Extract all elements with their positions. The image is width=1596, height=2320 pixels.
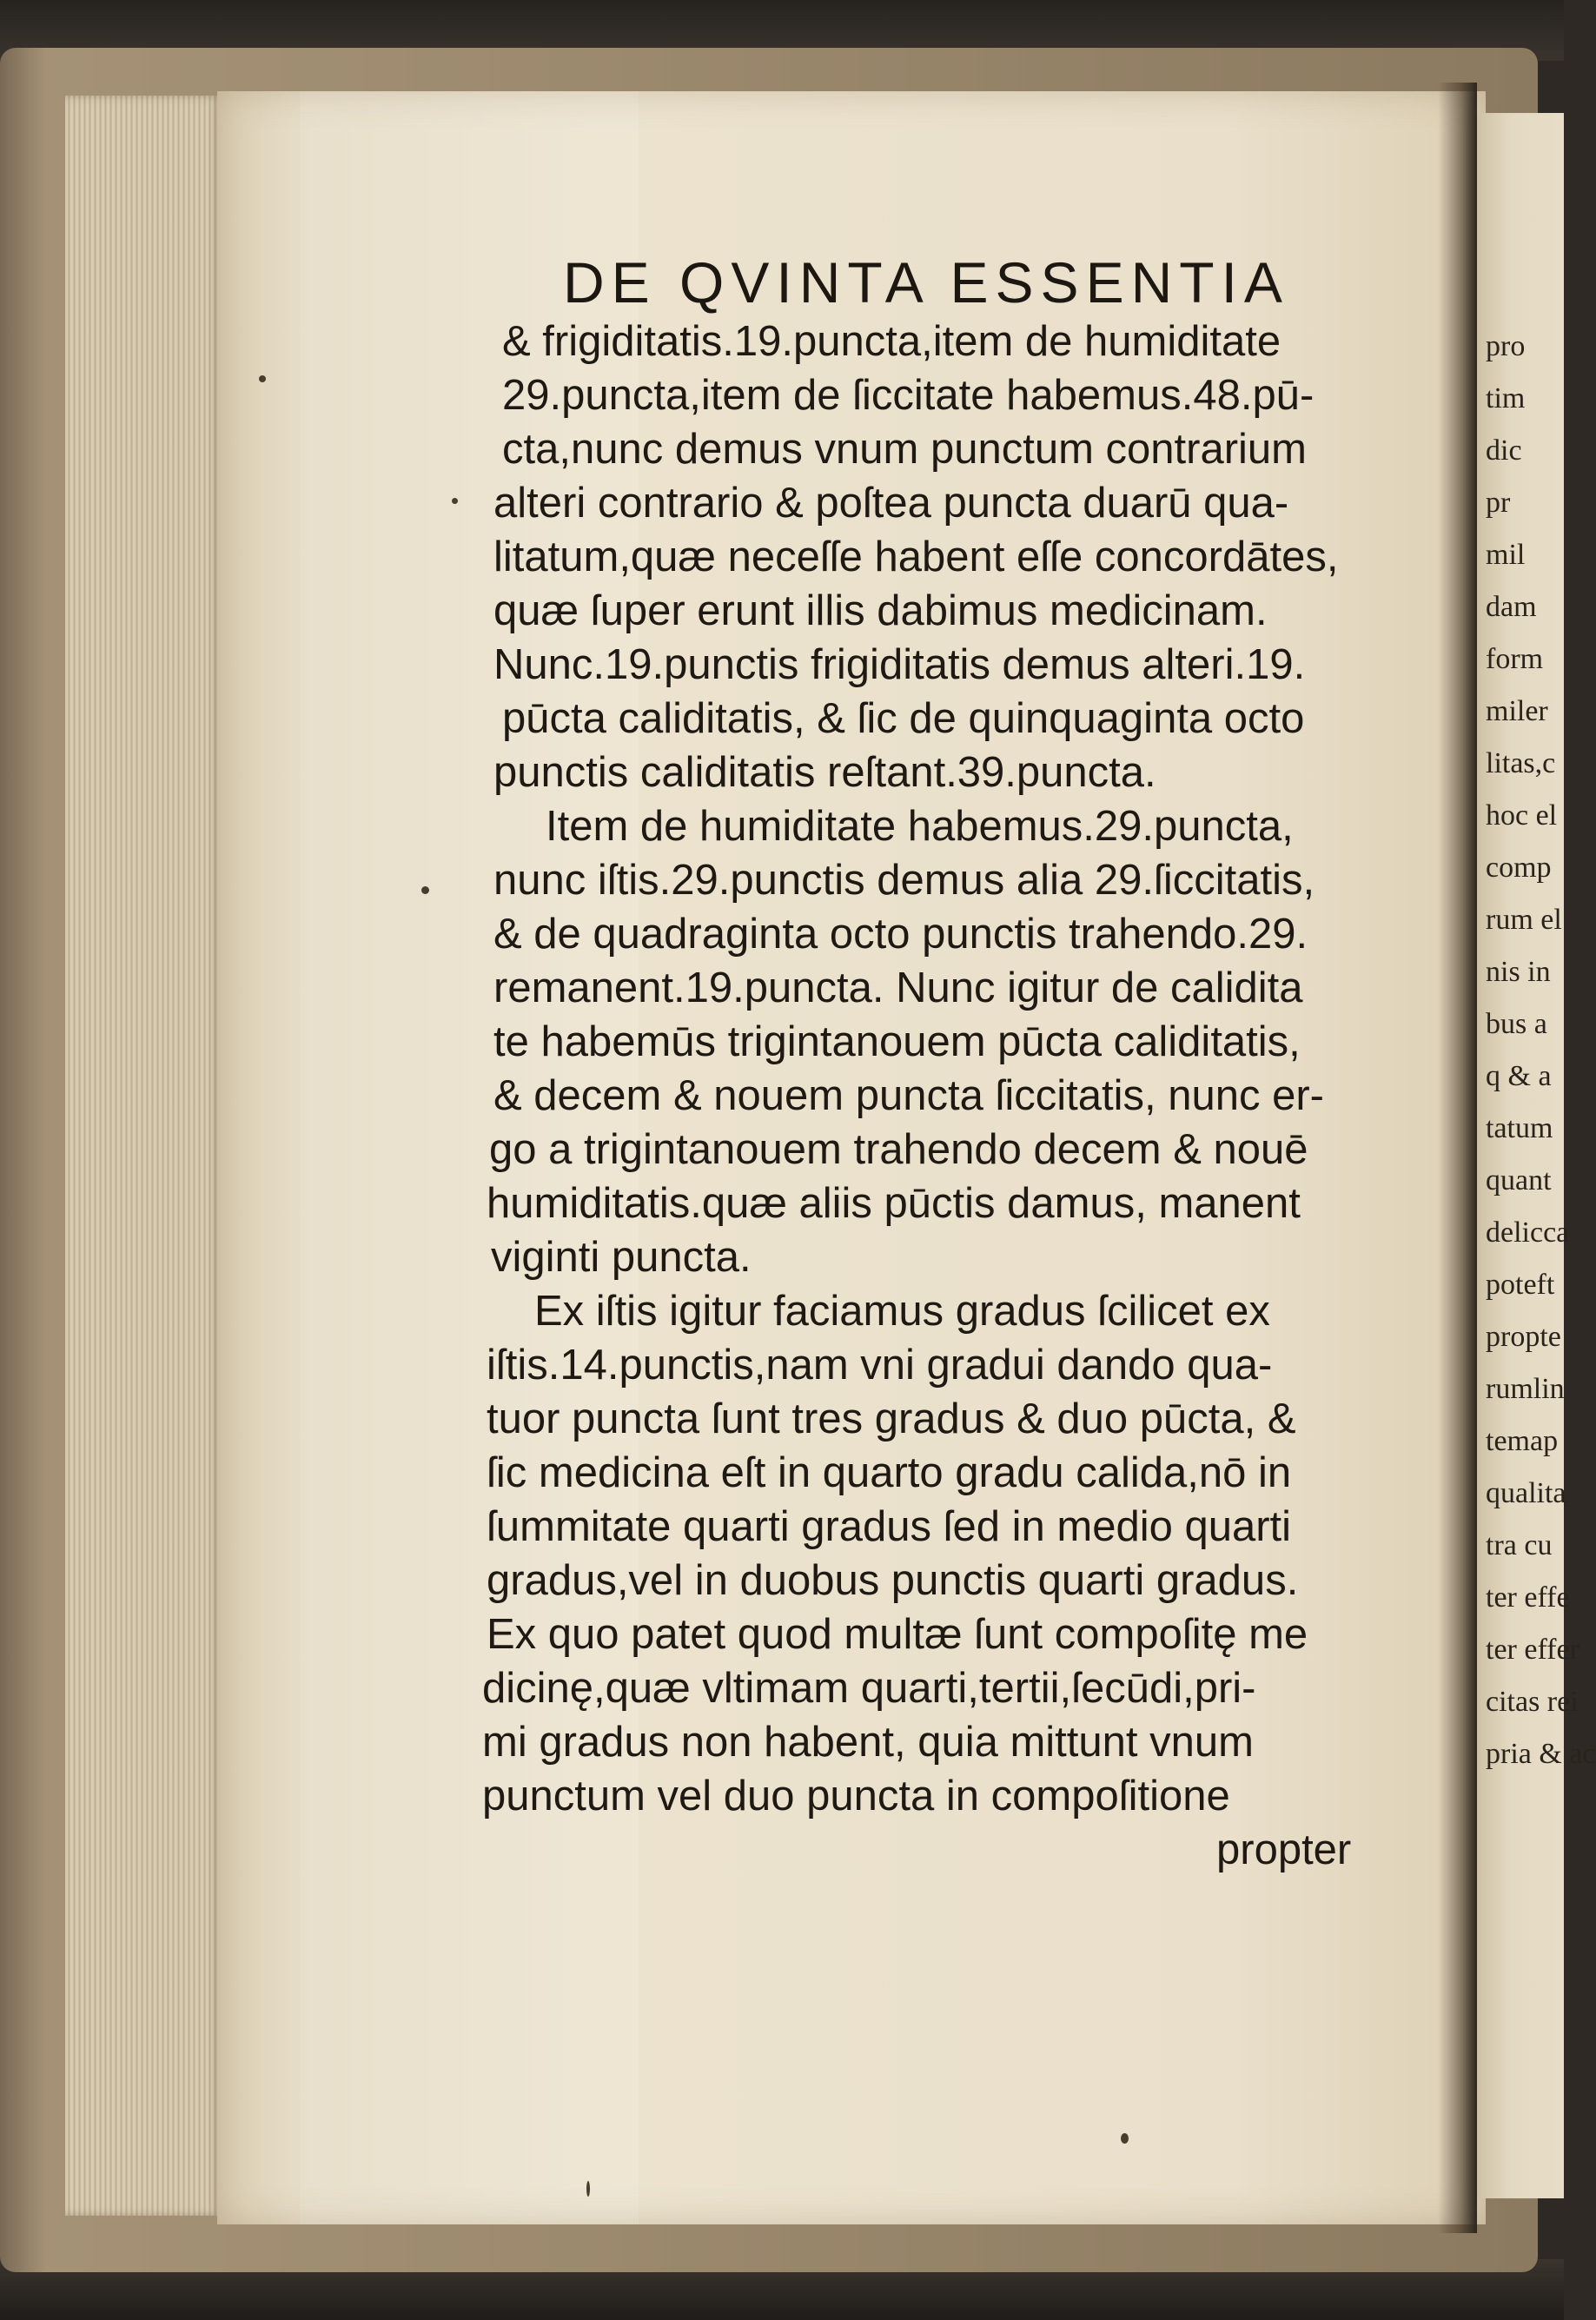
facing-fragment: form [1486, 643, 1544, 675]
text-line: Ex quo patet quod multæ ſunt compoſitę me [487, 1611, 1308, 1658]
facing-fragment: ter effer [1486, 1634, 1579, 1666]
catchword: propter [1216, 1826, 1352, 1873]
facing-fragment: tatum [1486, 1112, 1553, 1144]
text-line: & frigiditatis.19.puncta,item de humiditate [502, 318, 1281, 365]
facing-fragment: propte [1486, 1321, 1561, 1353]
facing-fragment: rumlin [1486, 1373, 1565, 1405]
ink-speck [259, 375, 266, 382]
text-line: gradus,vel in duobus punctis quarti gradus. [487, 1557, 1299, 1604]
ink-speck [1121, 2133, 1129, 2144]
facing-fragment: dic [1486, 434, 1522, 467]
facing-fragment: ter effe [1486, 1581, 1570, 1614]
text-line: alteri contrario & poſtea puncta duarū qua- [493, 480, 1289, 527]
facing-fragment: quant [1486, 1164, 1552, 1196]
facing-fragment: poteft [1486, 1269, 1555, 1301]
text-line: ſummitate quarti gradus ſed in medio quarti [487, 1503, 1292, 1550]
ink-speck [452, 498, 458, 504]
page-block-edges [65, 96, 222, 2216]
text-line: viginti puncta. [491, 1234, 752, 1281]
facing-page [1477, 113, 1596, 2198]
text-line: punctum vel duo puncta in compoſitione [482, 1773, 1230, 1820]
facing-fragment: rum el [1486, 904, 1562, 936]
facing-fragment: mil [1486, 539, 1526, 571]
text-line: te habemūs trigintanouem pūcta caliditatis, [493, 1018, 1301, 1065]
text-line: litatum,quæ neceſſe habent eſſe concordātes, [493, 534, 1339, 580]
facing-fragment: litas,c [1486, 747, 1556, 779]
running-header-text: DE QVINTA ESSENTIA [563, 250, 1289, 315]
facing-fragment: nis in [1486, 956, 1551, 988]
text-line: Item de humiditate habemus.29.puncta, [546, 803, 1294, 850]
text-line: 29.puncta,item de ſiccitate habemus.48.pū- [502, 372, 1315, 419]
ink-speck [586, 2181, 590, 2197]
text-line: iſtis.14.punctis,nam vni gradui dando qua- [487, 1342, 1273, 1389]
running-header [0, 248, 1564, 317]
facing-fragment: pr [1486, 487, 1511, 519]
facing-fragment: tim [1486, 382, 1526, 414]
text-line: quæ ſuper erunt illis dabimus medicinam. [493, 587, 1268, 634]
text-line: mi gradus non habent, quia mittunt vnum [482, 1719, 1254, 1766]
facing-fragment: pria & ac [1486, 1738, 1596, 1770]
text-line: cta,nunc demus vnum punctum contrarium [502, 426, 1307, 473]
text-line: go a trigintanouem trahendo decem & nouē [489, 1126, 1308, 1173]
text-line: & decem & nouem puncta ſiccitatis, nunc er- [493, 1072, 1324, 1119]
text-line: tuor puncta ſunt tres gradus & duo pūcta, & [487, 1395, 1296, 1442]
text-line: & de quadraginta octo punctis trahendo.29. [493, 911, 1308, 958]
facing-fragment: miler [1486, 695, 1548, 727]
text-line: humiditatis.quæ aliis pūctis damus, manent [487, 1180, 1301, 1227]
facing-fragment: q & a [1486, 1060, 1552, 1092]
facing-fragment: dam [1486, 591, 1537, 623]
text-line: ſic medicina eſt in quarto gradu calida,nō in [487, 1449, 1292, 1496]
facing-fragment: hoc el [1486, 799, 1558, 832]
text-line: pūcta caliditatis, & ſic de quinquaginta octo [502, 695, 1305, 742]
text-line: Ex iſtis igitur faciamus gradus ſcilicet ex [534, 1288, 1270, 1335]
text-line: nunc iſtis.29.punctis demus alia 29.ſiccitatis, [493, 857, 1315, 904]
text-line: punctis caliditatis reſtant.39.puncta. [493, 749, 1156, 796]
facing-fragment: qualita [1486, 1477, 1566, 1509]
ink-speck [421, 886, 429, 894]
facing-fragment: temap [1486, 1425, 1559, 1457]
facing-fragment: pro [1486, 330, 1526, 362]
facing-fragment: bus a [1486, 1008, 1547, 1040]
gutter-shadow [1438, 83, 1477, 2233]
facing-fragment: tra cu [1486, 1529, 1553, 1561]
text-line: dicinę,quæ vltimam quarti,tertii,ſecūdi,pri- [482, 1665, 1256, 1712]
facing-fragment: comp [1486, 852, 1552, 884]
text-line: Nunc.19.punctis frigiditatis demus alteri.19. [493, 641, 1306, 688]
text-line: remanent.19.puncta. Nunc igitur de calidita [493, 964, 1303, 1011]
facing-fragment: citas rei [1486, 1686, 1579, 1718]
facing-fragment: delicca [1486, 1216, 1570, 1249]
